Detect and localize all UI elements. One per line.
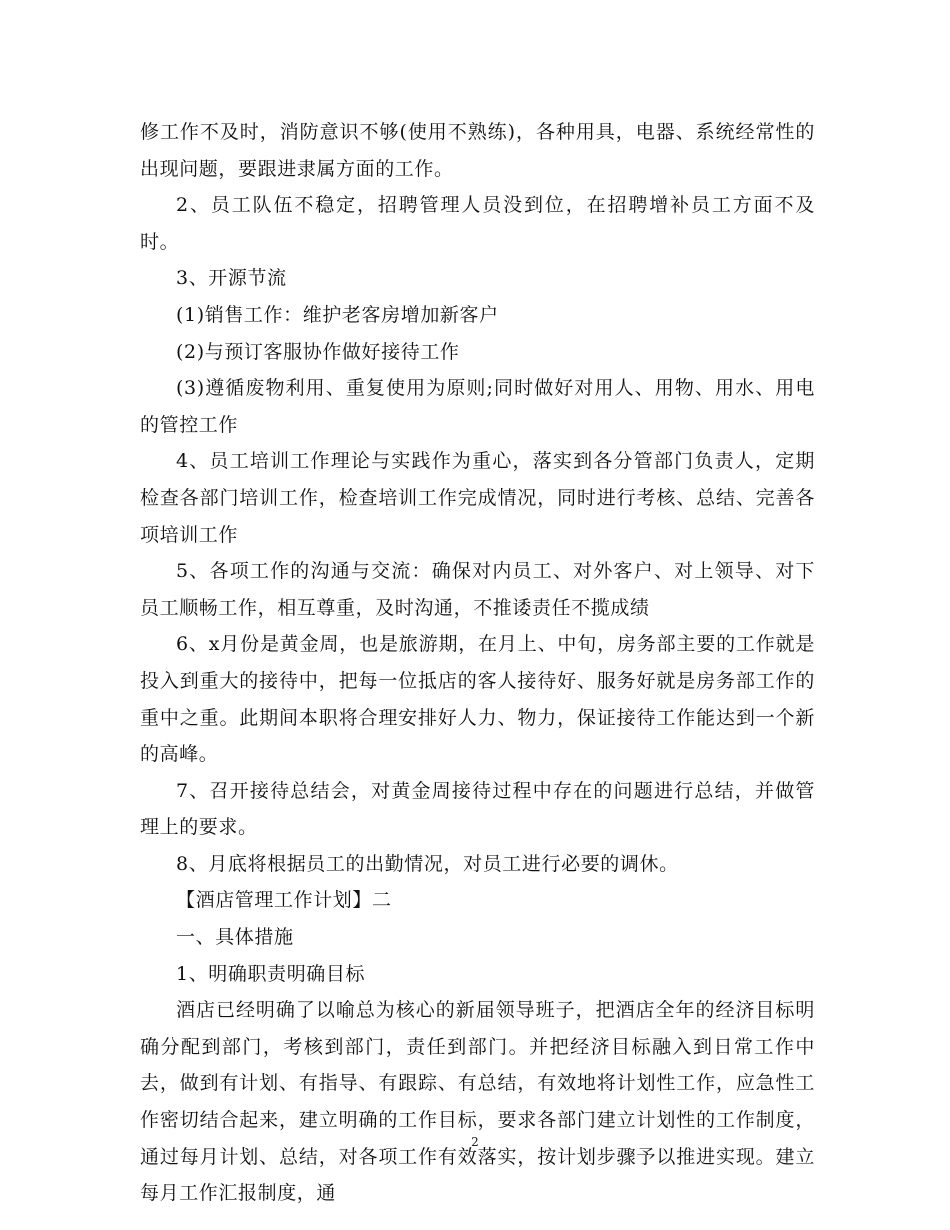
paragraph-0: 修工作不及时，消防意识不够(使用不熟练)，各种用具，电器、系统经常性的出现问题，要跟进隶属方面的工作。: [140, 121, 815, 180]
paragraph-4: (2)与预订客服协作做好接待工作: [176, 340, 460, 363]
paragraph-7: 5、各项工作的沟通与交流：确保对内员工、对外客户、对上领导、对下员工顺畅工作，相互尊重，及时沟通，不推诿责任不揽成绩: [140, 560, 815, 619]
paragraph-6: 4、员工培训工作理论与实践作为重心，落实到各分管部门负责人，定期检查各部门培训工作，检查培训工作完成情况，同时进行考核、总结、完善各项培训工作: [140, 450, 815, 546]
paragraph-14: 酒店已经明确了以喻总为核心的新届领导班子，把酒店全年的经济目标明确分配到部门，考核到部门，责任到部门。并把经济目标融入到日常工作中去，做到有计划、有指导、有跟踪、有总结，有效地将计划性工作，应急性工作密切结合起来，建立明确的工作目标，要求各部门建立计划性的工作制度，通过每月计划、总结，对各项工作有效落实，按计划步骤予以推进实现。建立每月工作汇报制度，通: [140, 999, 815, 1205]
subsection-heading: 一、具体措施: [176, 926, 294, 949]
item-heading: 1、明确职责明确目标: [176, 962, 366, 985]
document-body: [140, 114, 815, 1212]
paragraph-10: 8、月底将根据员工的出勤情况，对员工进行必要的调休。: [176, 852, 679, 875]
section-heading: 【酒店管理工作计划】二: [176, 889, 392, 912]
paragraph-1: 2、员工队伍不稳定，招聘管理人员没到位，在招聘增补员工方面不及时。: [140, 194, 815, 253]
page-number: 2: [471, 1135, 479, 1149]
paragraph-9: 7、召开接待总结会，对黄金周接待过程中存在的问题进行总结，并做管理上的要求。: [140, 779, 815, 839]
paragraph-8: 6、x月份是黄金周，也是旅游期，在月上、中旬，房务部主要的工作就是投入到重大的接待中，把每一位抵店的客人接待好、服务好就是房务部工作的重中之重。此期间本职将合理安排好人力、物力，保证接待工作能达到一个新的高峰。: [140, 633, 815, 766]
paragraph-2: 3、开源节流: [176, 267, 287, 290]
paragraph-3: (1)销售工作：维护老客房增加新客户: [176, 303, 499, 326]
paragraph-5: (3)遵循废物利用、重复使用为原则;同时做好对用人、用物、用水、用电的管控工作: [140, 377, 815, 436]
